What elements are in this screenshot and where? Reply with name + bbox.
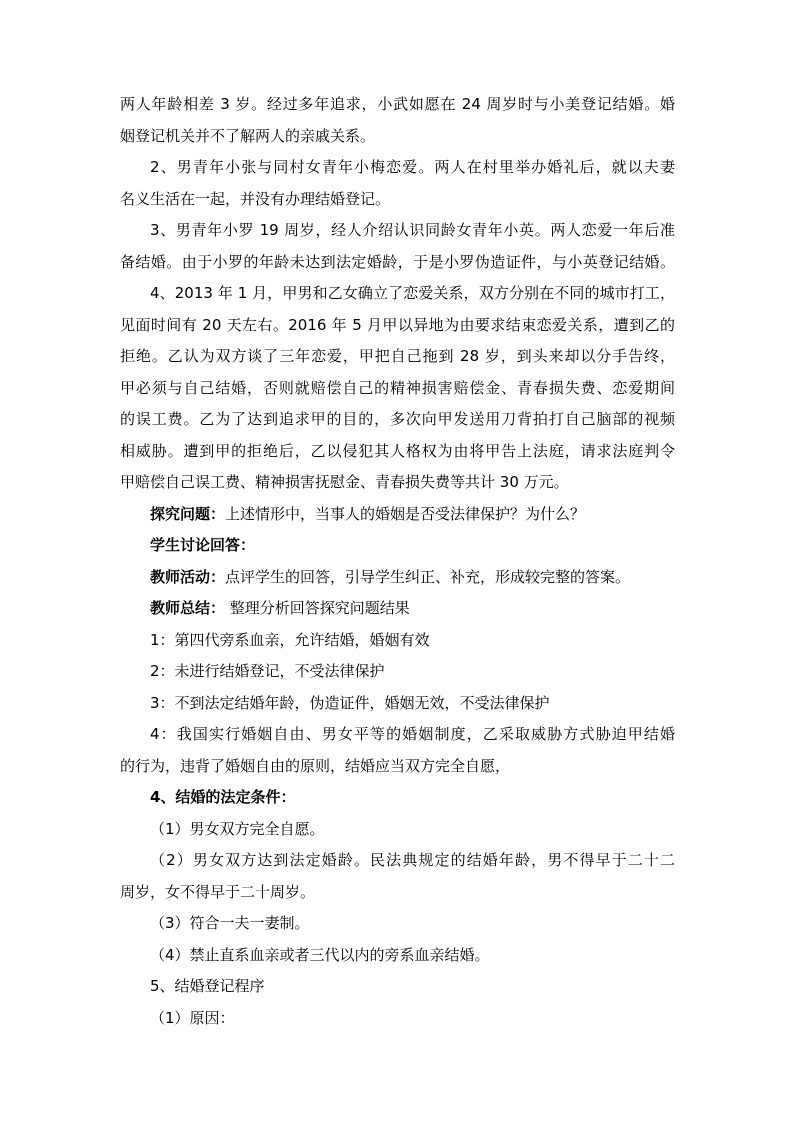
condition-2-text: （2）男女双方达到法定婚龄。民法典规定的结婚年龄，男不得早于二十二 — [150, 851, 675, 869]
condition-1: （1）男女双方完全自愿。 — [150, 819, 325, 838]
answer-4-line — [120, 719, 675, 751]
answer-2: 2：未进行结婚登记，不受法律保护 — [150, 662, 385, 680]
question-text: 上述情形中，当事人的婚姻是否受法律保护？为什么？ — [225, 504, 586, 523]
case-2-text: 2、男青年小张与同村女青年小梅恋爱。两人在村里举办婚礼后，就以夫妻 — [150, 158, 675, 176]
teacher-summary-line — [120, 593, 675, 625]
teacher-activity-text: 点评学生的回答，引导学生纠正、补充，形成较完整的答案。 — [225, 567, 631, 586]
condition-2-line — [120, 845, 675, 877]
case-4-line: 的误工费。乙为了达到追求甲的目的，多次向甲发送用刀背拍打自己脑部的视频 — [120, 410, 675, 428]
case-3-line — [120, 215, 675, 247]
answer-4-text: 4：我国实行婚姻自由、男女平等的婚姻制度，乙采取威胁方式胁迫甲结婚 — [150, 725, 675, 743]
case-4-text: 4、2013 年 1 月，甲男和乙女确立了恋爱关系，双方分别在不同的城市打工， — [150, 284, 675, 302]
question-line — [120, 499, 675, 531]
condition-3: （3）符合一夫一妻制。 — [150, 914, 310, 932]
teacher-activity-line — [120, 562, 675, 594]
answer-3: 3：不到法定结婚年龄，伪造证件，婚姻无效，不受法律保护 — [150, 693, 550, 712]
answer-4-line: 的行为，违背了婚姻自由的原则，结婚应当双方完全自愿， — [120, 756, 511, 775]
case-3-line: 备结婚。由于小罗的年龄未达到法定婚龄，于是小罗伪造证件，与小英登记结婚。 — [120, 252, 675, 271]
case-3-text: 3、男青年小罗 19 周岁，经人介绍认识同龄女青年小英。两人恋爱一年后准 — [150, 221, 675, 239]
section-4-title: 4、结婚的法定条件： — [150, 788, 296, 806]
section-5-item-1: （1）原因： — [150, 1008, 235, 1027]
case-4-line: 甲必须与自己结婚，否则就赔偿自己的精神损害赔偿金、青春损失费、恋爱期间 — [120, 378, 675, 397]
paragraph-line: 两人年龄相差 3 岁。经过多年追求，小武如愿在 24 周岁时与小美登记结婚。婚 — [120, 95, 675, 113]
question-label: 探究问题： — [150, 504, 226, 523]
paragraph-line: 姻登记机关并不了解两人的亲戚关系。 — [120, 126, 376, 145]
case-4-line: 相威胁。遭到甲的拒绝后，乙以侵犯其人格权为由将甲告上法庭，请求法庭判令 — [120, 441, 675, 460]
case-4-line: 甲赔偿自己误工费、精神损害抚慰金、青春损失费等共计 30 万元。 — [120, 473, 569, 491]
case-4-line: 见面时间有 20 天左右。2016 年 5 月甲以异地为由要求结束恋爱关系，遭到乙的 — [120, 315, 675, 334]
teacher-summary-label: 教师总结： — [150, 599, 226, 617]
case-2-line — [120, 152, 675, 184]
condition-2-line: 周岁，女不得早于二十周岁。 — [120, 882, 316, 901]
teacher-activity-label: 教师活动： — [150, 567, 226, 586]
document-body — [120, 89, 675, 1034]
condition-4: （4）禁止直系血亲或者三代以内的旁系血亲结婚。 — [150, 945, 490, 964]
answer-1: 1：第四代旁系血亲，允许结婚，婚姻有效 — [150, 630, 430, 649]
discussion-label: 学生讨论回答： — [150, 536, 256, 554]
teacher-summary-text: 整理分析回答探究问题结果 — [225, 599, 410, 617]
case-2-line: 名义生活在一起，并没有办理结婚登记。 — [120, 189, 391, 208]
case-4-line — [120, 278, 675, 310]
section-5-title: 5、结婚登记程序 — [150, 977, 265, 995]
discussion-line — [120, 530, 675, 562]
case-4-line: 拒绝。乙认为双方谈了三年恋爱，甲把自己拖到 28 岁，到头来却以分手告终， — [120, 347, 675, 365]
